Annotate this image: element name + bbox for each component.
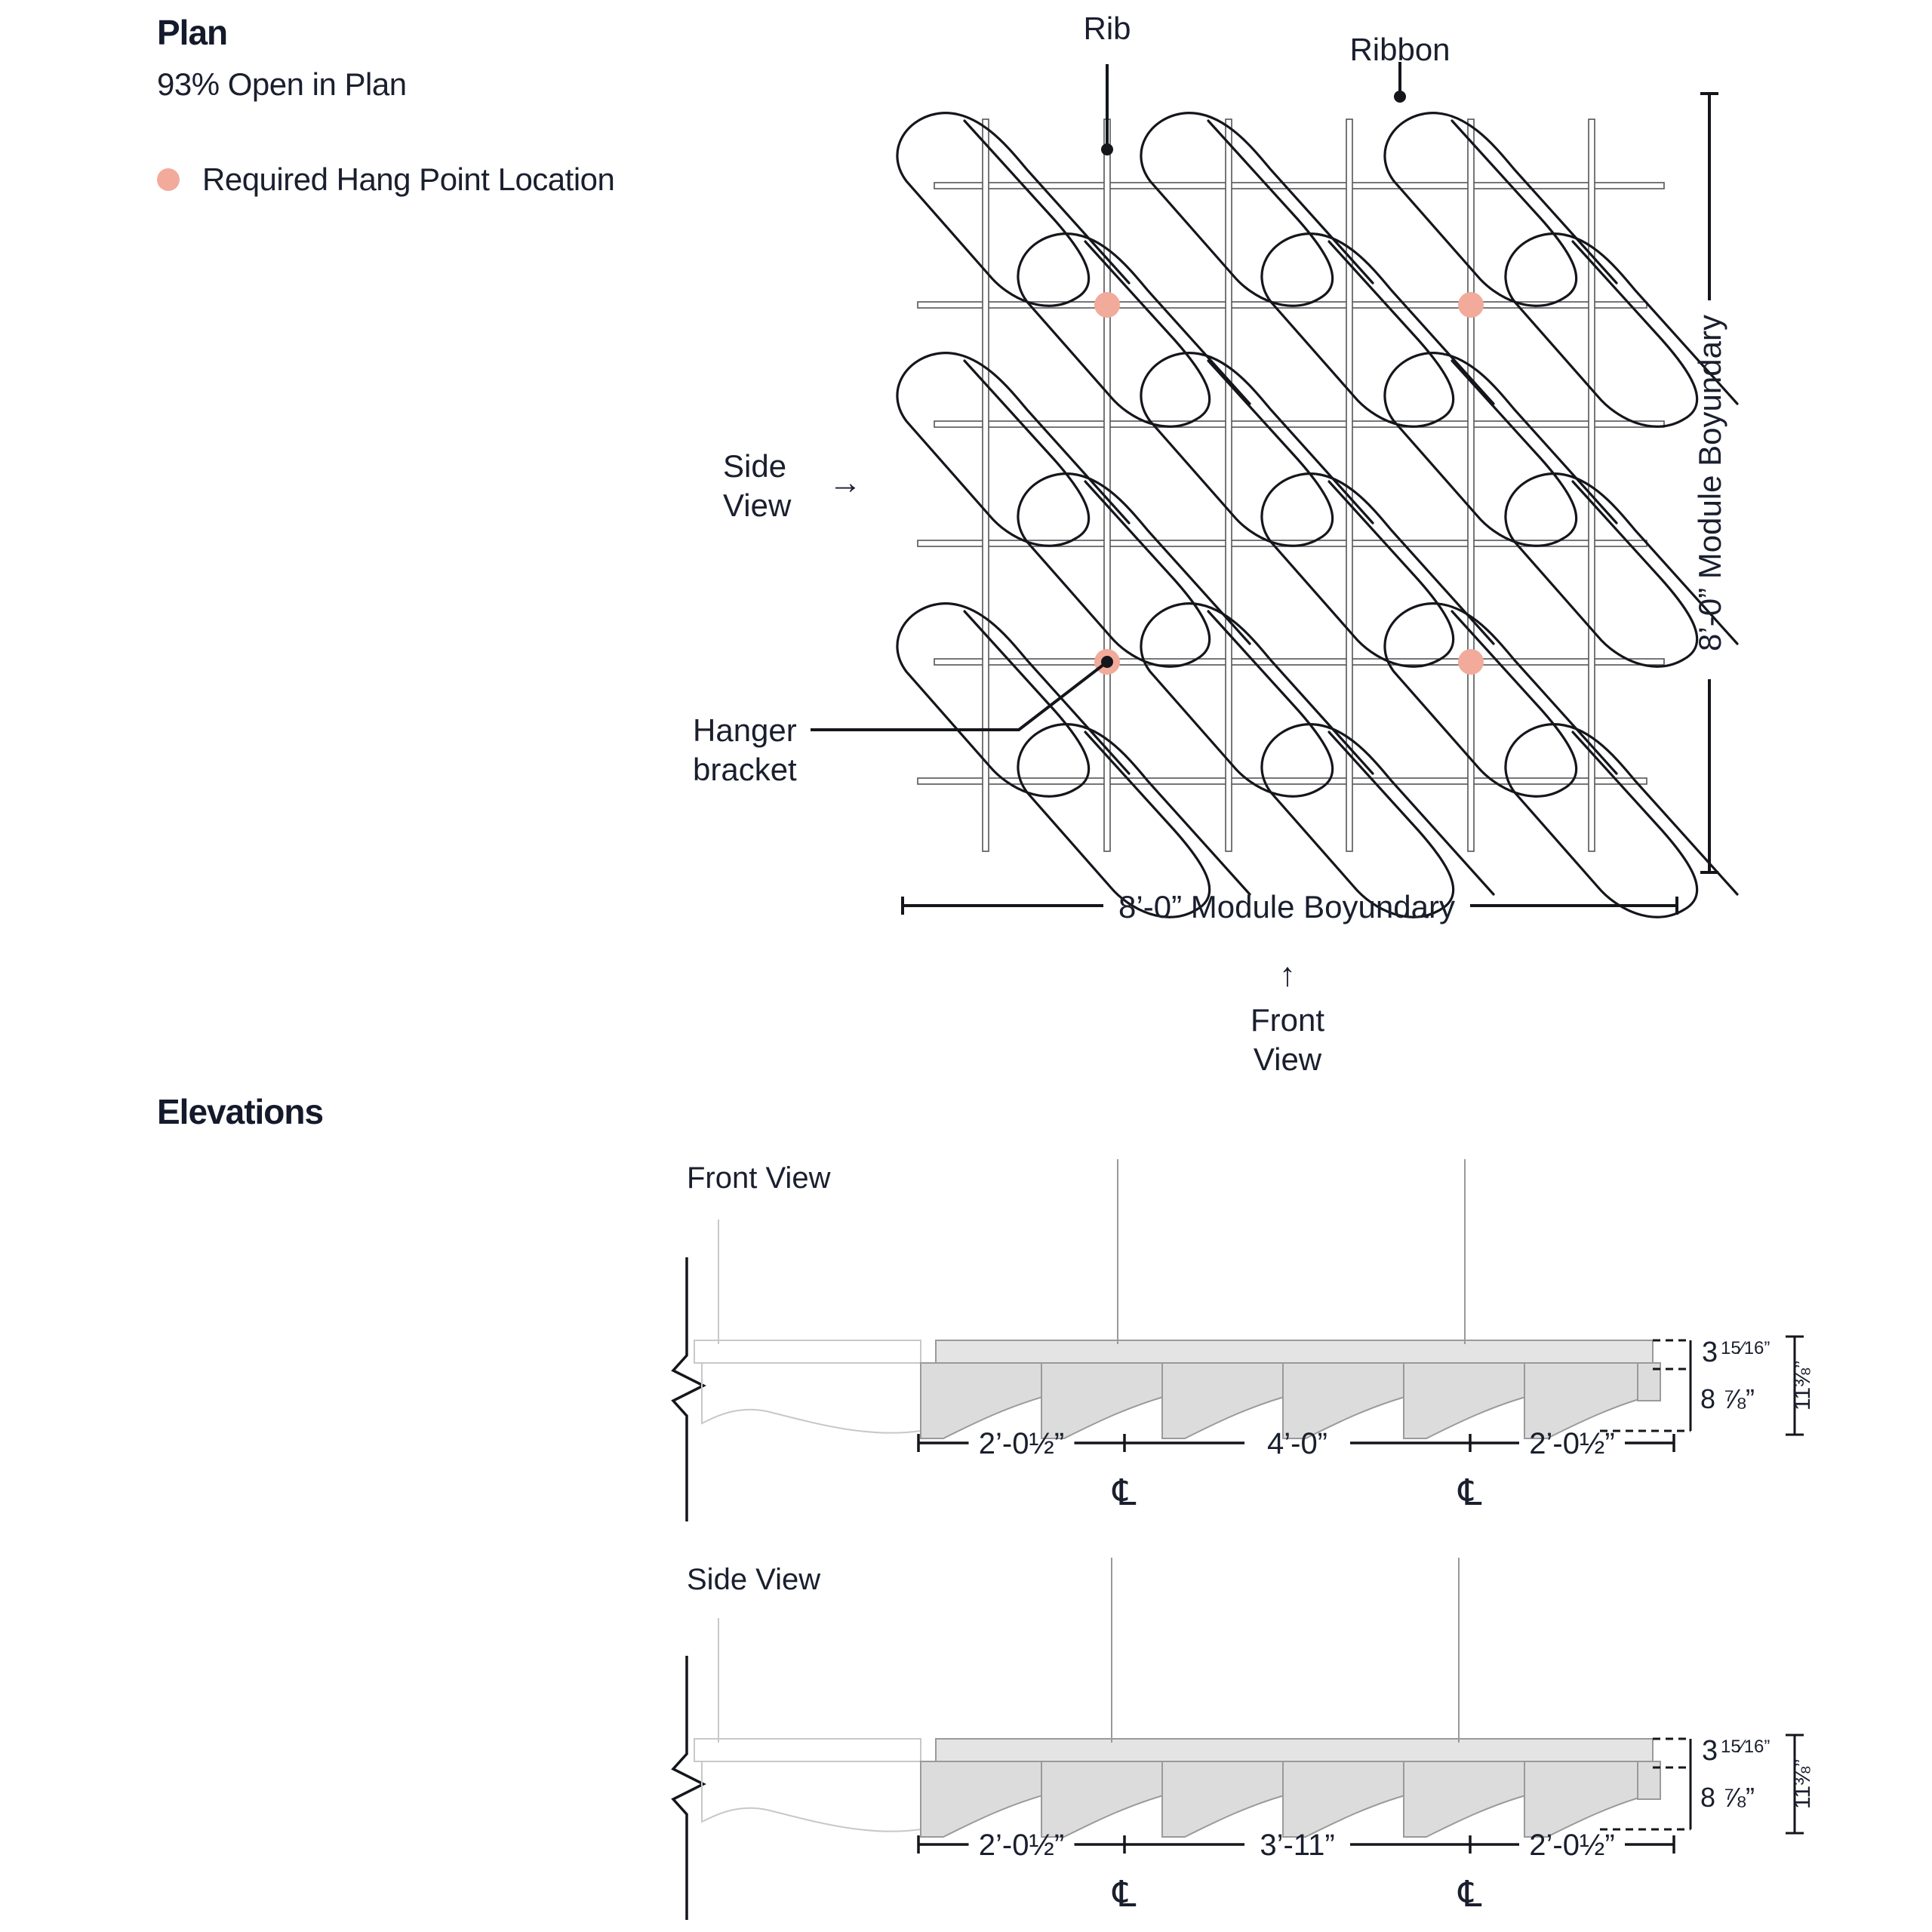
ribbon-segment xyxy=(1018,724,1250,918)
rib-vertical xyxy=(1226,119,1232,851)
hanger-label-1: Hanger xyxy=(693,712,797,748)
elevations-heading: Elevations xyxy=(157,1092,324,1131)
plan-ribbons xyxy=(897,113,1737,918)
front-view-title: Front View xyxy=(687,1161,831,1195)
plan-width-dimension xyxy=(903,889,1677,924)
bottom-depth-label: 8 ⅞” xyxy=(1700,1782,1755,1813)
span-dimension-label: 2’-0½” xyxy=(1529,1427,1615,1460)
ribbon-segment xyxy=(1141,113,1373,306)
break-line xyxy=(673,1257,703,1521)
ghost-panel xyxy=(702,1363,921,1433)
ribbon-panel xyxy=(1162,1761,1298,1837)
front-view-label-1: Front xyxy=(1250,1002,1325,1038)
ribbon-segment xyxy=(1262,474,1494,667)
side-view-label-2: View xyxy=(723,488,792,523)
ribbon-panel xyxy=(1041,1761,1177,1837)
rib-horizontal xyxy=(934,421,1664,427)
hang-point-marker xyxy=(1094,292,1120,318)
ghost-panel xyxy=(702,1761,921,1832)
hanger-label-2: bracket xyxy=(693,752,797,787)
rib-vertical xyxy=(983,119,989,851)
span-dimension-label: 2’-0½” xyxy=(1529,1829,1615,1862)
centerline-symbol: ℄ xyxy=(1458,1875,1482,1915)
plan-height-dimension xyxy=(1692,94,1727,872)
ribbon-segment xyxy=(1018,474,1250,667)
plan-heading: Plan xyxy=(157,13,228,52)
centerline-symbol: ℄ xyxy=(1112,1875,1137,1915)
ribbon-panel xyxy=(1404,1761,1540,1837)
ribbon-panel xyxy=(921,1761,1057,1837)
top-depth-label: 3 xyxy=(1702,1735,1718,1767)
rib-vertical xyxy=(1468,119,1474,851)
total-depth-label: 11⅜” xyxy=(1790,1758,1815,1810)
bottom-depth-label: 8 ⅞” xyxy=(1700,1383,1755,1414)
top-depth-label: 3 xyxy=(1702,1337,1718,1368)
ribbon-label: Ribbon xyxy=(1349,32,1451,67)
top-depth-fraction: 15⁄16” xyxy=(1721,1338,1770,1358)
ribbon-segment xyxy=(1506,724,1737,918)
ribbon-panel xyxy=(1404,1363,1540,1438)
ribbon-segment xyxy=(1141,353,1373,546)
span-dimension-label: 2’-0½” xyxy=(978,1427,1065,1460)
front-view-arrow: ↑ xyxy=(1279,956,1296,993)
side-view-arrow: → xyxy=(829,464,862,501)
span-dimension-label: 2’-0½” xyxy=(978,1829,1065,1862)
ribbon-callout xyxy=(1349,32,1450,103)
side-view-callout xyxy=(723,448,862,523)
plan-width-label: 8’-0” Module Boyundary xyxy=(1118,889,1455,924)
hang-point-legend-label: Required Hang Point Location xyxy=(202,162,615,197)
plan-subtitle: 93% Open in Plan xyxy=(157,66,407,102)
front-view-label-2: View xyxy=(1253,1041,1322,1077)
ribbon-segment xyxy=(897,353,1129,546)
ribbon-segment xyxy=(1262,234,1494,427)
rib-horizontal xyxy=(934,659,1664,665)
side-elevation xyxy=(673,1558,1815,1920)
ribbon-segment xyxy=(1385,604,1617,797)
hang-point-marker xyxy=(1458,292,1484,318)
total-depth-label: 11⅜” xyxy=(1790,1360,1815,1411)
centerline-symbol: ℄ xyxy=(1112,1473,1137,1513)
ghost-panel xyxy=(694,1340,921,1363)
ribbon-segment xyxy=(1385,113,1617,306)
side-view-label-1: Side xyxy=(723,448,787,484)
ribbon-segment xyxy=(1018,234,1250,427)
front-elevation xyxy=(673,1159,1815,1521)
ribbon-segment xyxy=(1141,604,1373,797)
plan-grid xyxy=(918,119,1664,851)
front-view-callout xyxy=(1251,956,1324,1077)
hang-point-marker xyxy=(1458,649,1484,675)
ribbon-segment xyxy=(897,113,1129,306)
side-view-title: Side View xyxy=(687,1563,821,1596)
hanger-bracket-callout xyxy=(693,656,1113,787)
ribbon-segment xyxy=(1262,724,1494,918)
top-depth-fraction: 15⁄16” xyxy=(1721,1737,1770,1757)
ribbon-segment xyxy=(897,604,1129,797)
ghost-panel xyxy=(694,1739,921,1761)
span-dimension-label: 3’-11” xyxy=(1260,1829,1335,1862)
ribbon-panel xyxy=(1283,1761,1419,1837)
break-line xyxy=(673,1656,703,1920)
rib-label: Rib xyxy=(1083,11,1131,46)
plan-height-label: 8’-0” Module Boyundary xyxy=(1692,315,1727,651)
centerline-symbol: ℄ xyxy=(1458,1473,1482,1513)
rib-callout xyxy=(1083,11,1131,155)
ribbon-segment xyxy=(1385,353,1617,546)
span-dimension-label: 4’-0” xyxy=(1266,1427,1328,1460)
rib-horizontal xyxy=(918,778,1647,784)
